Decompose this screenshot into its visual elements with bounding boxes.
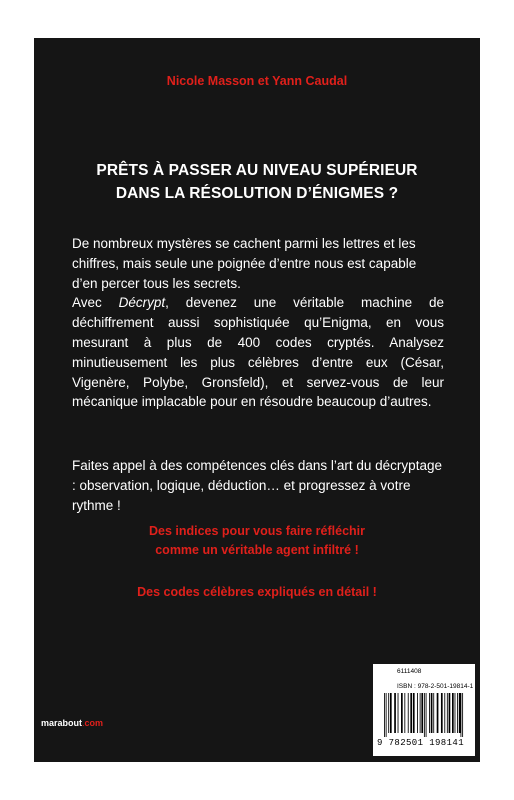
callout-codes: Des codes célèbres expliqués en détail !: [137, 585, 377, 599]
ean-digits: 9 782501 198141: [377, 738, 465, 748]
blurb-secondary: [72, 456, 444, 515]
publisher-name: marabout: [41, 718, 83, 728]
headline-line-1: PRÊTS À PASSER AU NIVEAU SUPÉRIEUR: [96, 162, 418, 179]
publisher-suffix: com: [84, 718, 104, 728]
callout-hints-line-1: Des indices pour vous faire réfléchir: [148, 524, 366, 538]
publisher-dot: .: [82, 718, 85, 728]
blurb-p2-after: , devenez une véritable machine de déchiffrement aussi sophistiquée qu’Enigma, en vous mesurant à plus de 400 codes cryptés. Analysez minutieusement les plus célèbres d’entre eux (César, Vigenère, Polybe, Gronsfeld), et servez-vous de leur mécanique implacable pour en résoudre beaucoup d’autres.: [72, 295, 444, 410]
back-cover: [34, 38, 480, 762]
blurb-p2-before: Avec: [72, 295, 119, 311]
callout-hints: [34, 522, 480, 560]
blurb-paragraph-1: De nombreux mystères se cachent parmi les lettres et les chiffres, mais seule une poignée d’entre nous est capable d’en percer tous les secrets.: [72, 236, 417, 291]
headline-line-2: DANS LA RÉSOLUTION D’ÉNIGMES ?: [115, 185, 399, 202]
blurb-paragraph-2: [72, 293, 444, 412]
publisher-logo: [41, 718, 103, 728]
callout-hints-line-2: comme un véritable agent infiltré !: [155, 543, 359, 557]
internal-code: 6111408: [397, 668, 422, 675]
authors: Nicole Masson et Yann Caudal: [166, 74, 348, 88]
headline: [34, 159, 480, 205]
blurb-paragraph-3: Faites appel à des compétences clés dans l’art du décryptage : observation, logique, déduction… et progressez à votre rythme !: [72, 458, 442, 513]
barcode-box: [373, 664, 475, 756]
barcode-icon: [384, 693, 468, 737]
blurb-main: [72, 234, 444, 412]
isbn-label: ISBN : 978-2-501-19814-1: [397, 683, 474, 690]
book-title: Décrypt: [118, 295, 166, 311]
